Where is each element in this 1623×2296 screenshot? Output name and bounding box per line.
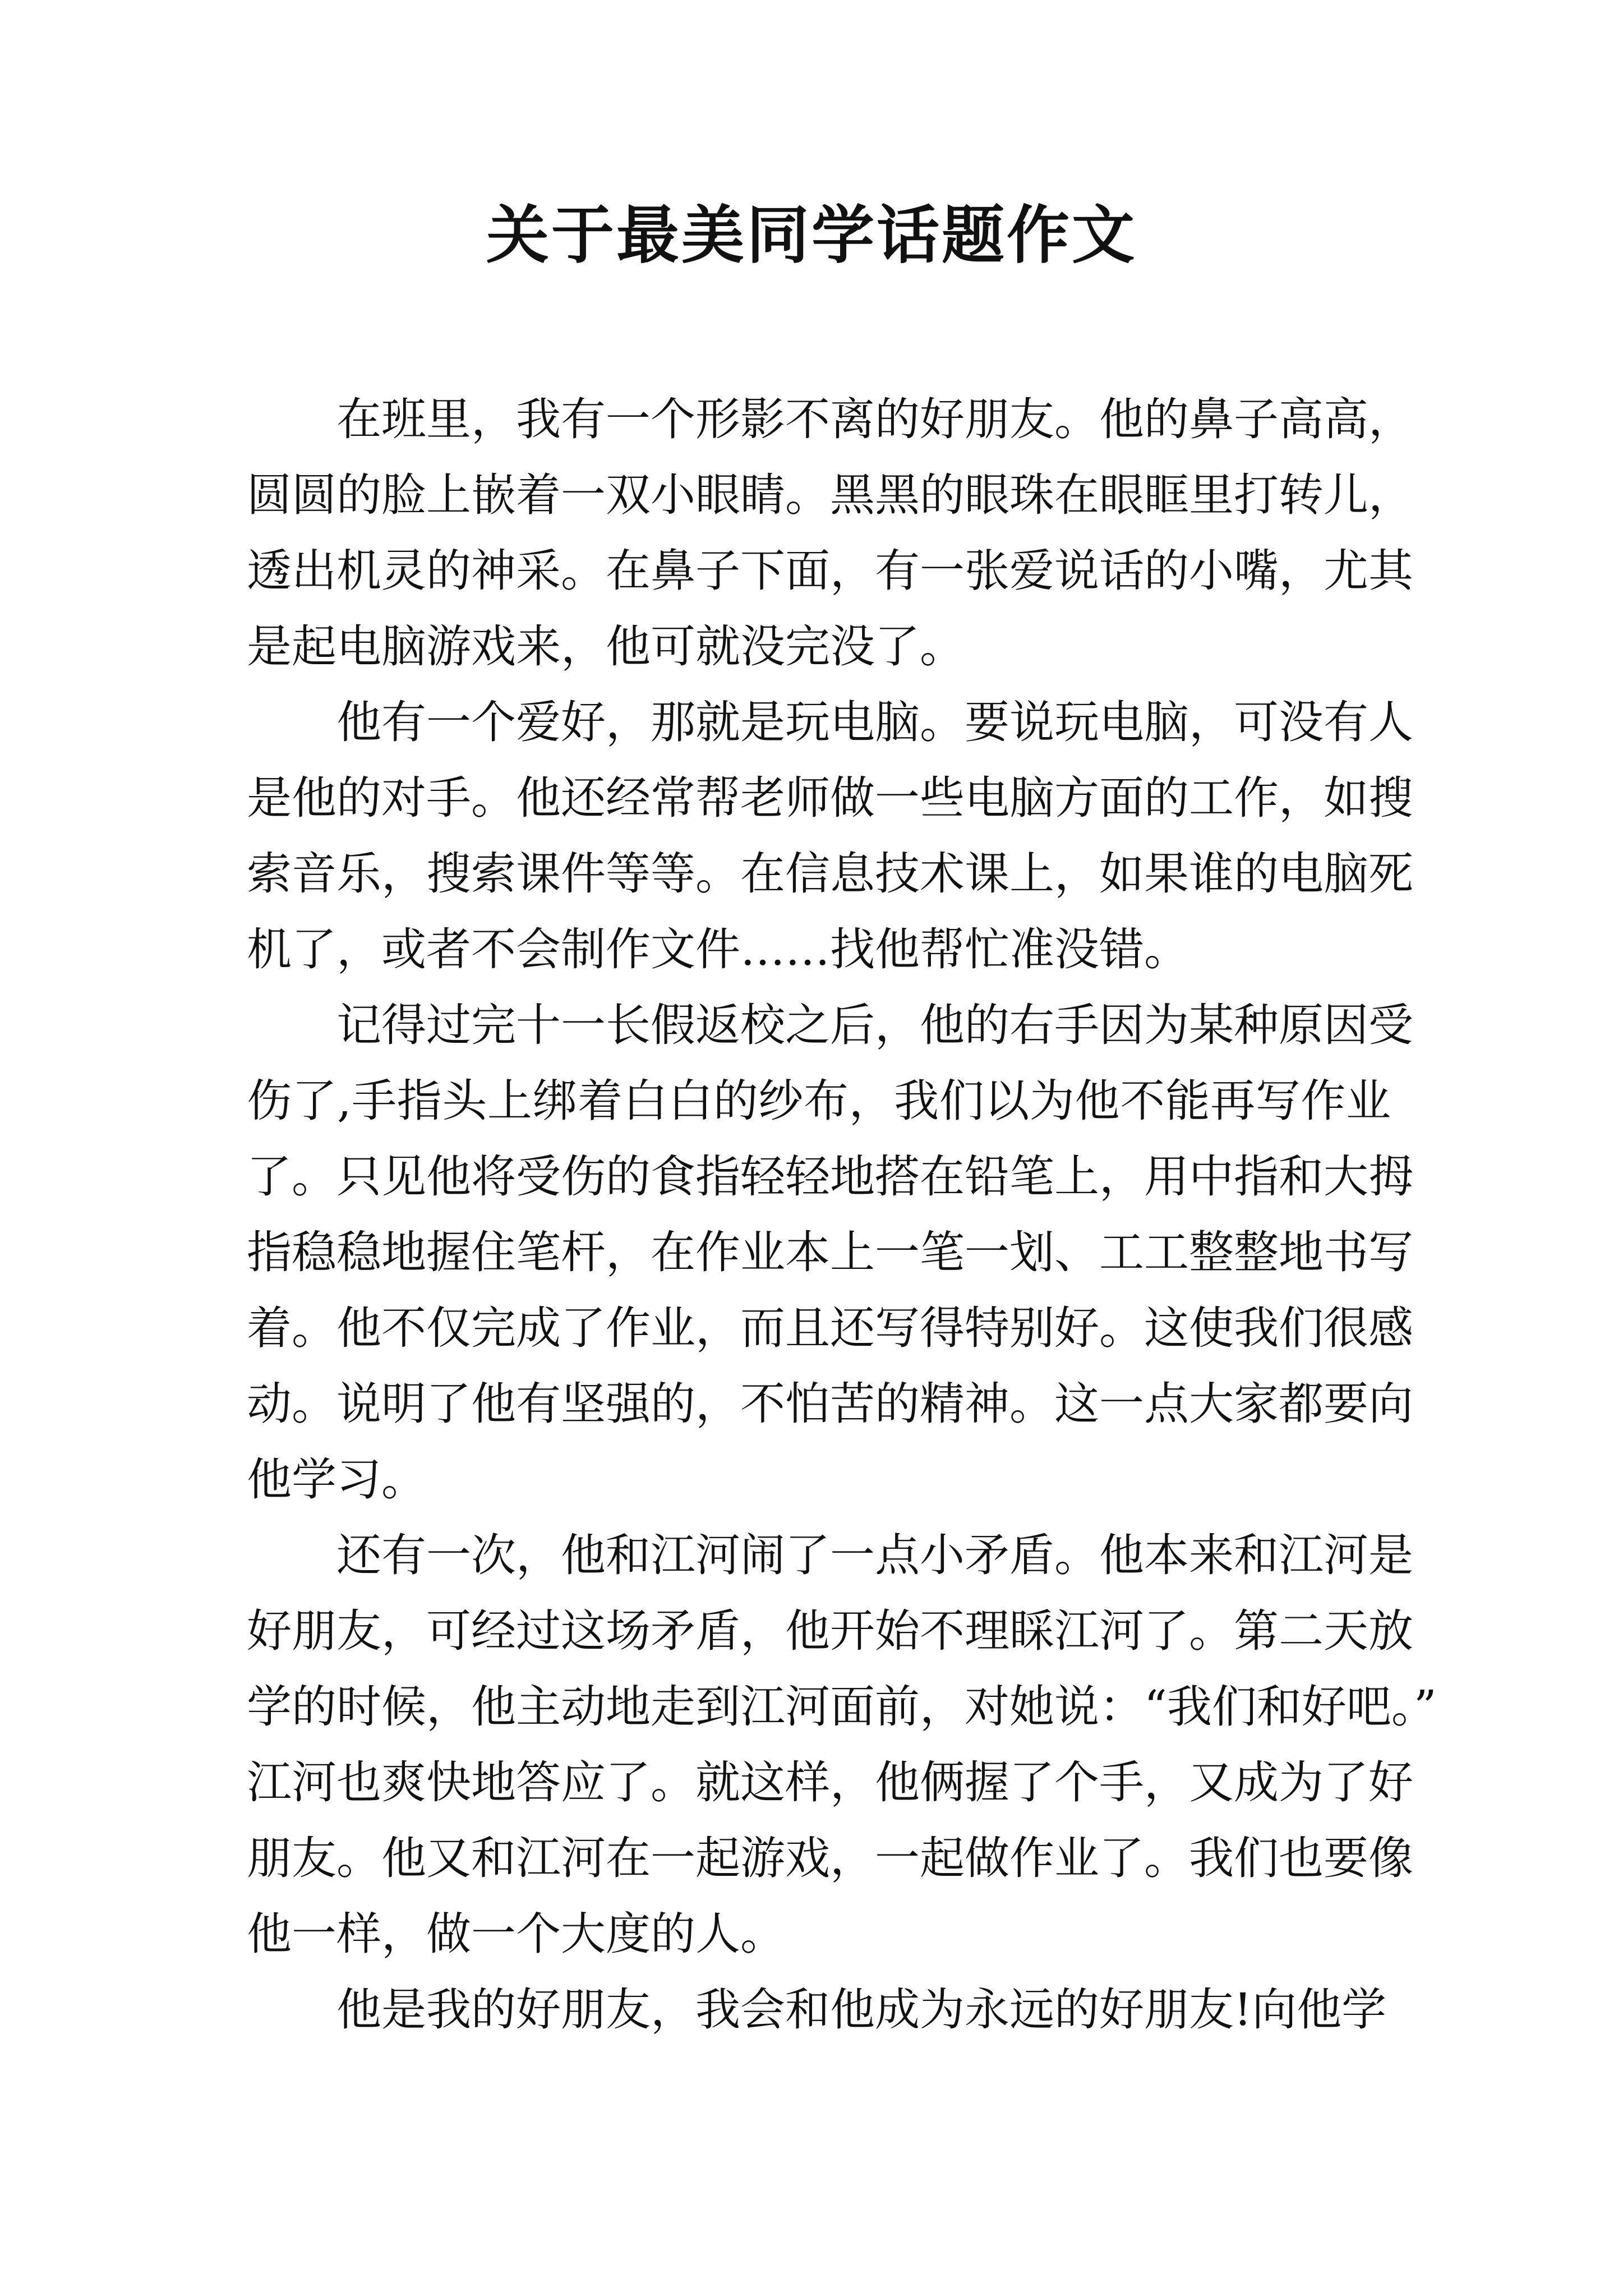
text-line: 好朋友，可经过这场矛盾，他开始不理睬江河了。第二天放 — [247, 1605, 1413, 1657]
text-line: 江河也爽快地答应了。就这样，他俩握了个手，又成为了好 — [247, 1756, 1413, 1809]
text-line: 圆圆的脸上嵌着一双小眼睛。黑黑的眼珠在眼眶里打转儿， — [247, 469, 1413, 521]
text-line: 记得过完十一长假返校之后，他的右手因为某种原因受 — [336, 999, 1413, 1051]
document-body — [247, 381, 1437, 2047]
text-line: 伤了,手指头上绑着白白的纱布，我们以为他不能再写作业 — [247, 1075, 1391, 1127]
text-line: 动。说明了他有坚强的，不怕苦的精神。这一点大家都要向 — [247, 1378, 1413, 1430]
text-line: 了。只见他将受伤的食指轻轻地搭在铅笔上，用中指和大拇 — [247, 1151, 1413, 1203]
text-line: 是起电脑游戏来，他可就没完没了。 — [247, 620, 965, 673]
text-line: 他是我的好朋友，我会和他成为永远的好朋友!向他学 — [336, 1984, 1387, 2036]
paragraph — [247, 1517, 1437, 1972]
paragraph — [247, 987, 1413, 1517]
text-line: 他有一个爱好，那就是玩电脑。要说玩电脑，可没有人 — [336, 696, 1413, 748]
text-line: 他学习。 — [247, 1453, 426, 1506]
text-line: 机了，或者不会制作文件……找他帮忙准没错。 — [247, 923, 1189, 976]
paragraph — [247, 1972, 1391, 2047]
text-line: 他一样，做一个大度的人。 — [247, 1908, 785, 1960]
text-line: 朋友。他又和江河在一起游戏，一起做作业了。我们也要像 — [247, 1832, 1413, 1884]
paragraph — [247, 381, 1413, 684]
text-line: 指稳稳地握住笔杆，在作业本上一笔一划、工工整整地书写 — [247, 1226, 1413, 1278]
text-line: 是他的对手。他还经常帮老师做一些电脑方面的工作，如搜 — [247, 772, 1413, 824]
text-line: 透出机灵的神采。在鼻子下面，有一张爱说话的小嘴，尤其 — [247, 545, 1413, 597]
text-line: 学的时候，他主动地走到江河面前，对她说：“我们和好吧。” — [247, 1681, 1437, 1733]
paragraph — [247, 684, 1413, 987]
document-title: 关于最美同学话题作文 — [486, 199, 1137, 272]
text-line: 索音乐，搜索课件等等。在信息技术课上，如果谁的电脑死 — [247, 848, 1413, 900]
text-line: 在班里，我有一个形影不离的好朋友。他的鼻子高高， — [336, 393, 1413, 445]
text-line: 还有一次，他和江河闹了一点小矛盾。他本来和江河是 — [336, 1529, 1413, 1581]
text-line: 着。他不仅完成了作业，而且还写得特别好。这使我们很感 — [247, 1302, 1413, 1354]
